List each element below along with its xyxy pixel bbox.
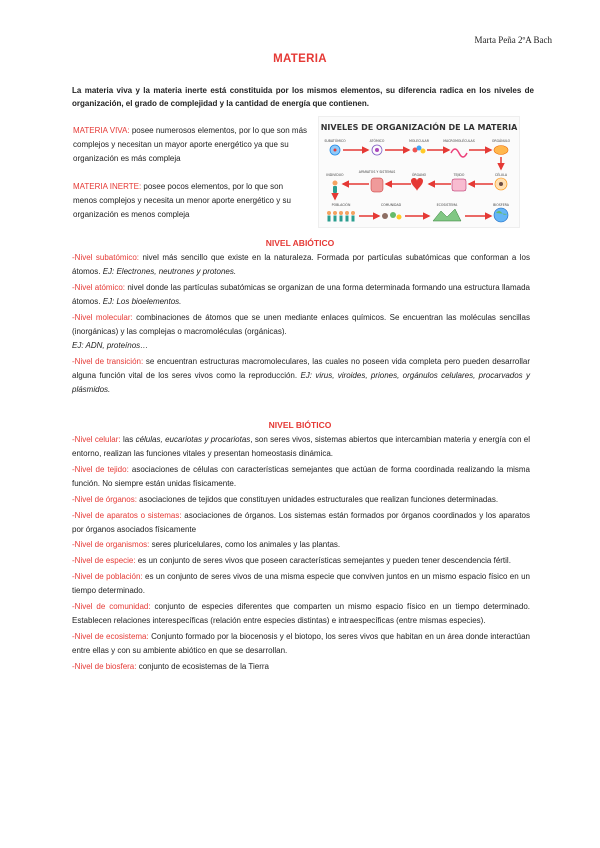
- biotic-item-population: [72, 570, 530, 598]
- text-subatomic: nivel más sencillo que existe en la naturaleza. Formada por partículas subatómicas que conforman a los átomos.: [72, 253, 531, 277]
- living-matter-term: MATERIA VIVA:: [73, 126, 130, 135]
- page-title: MATERIA: [273, 53, 327, 65]
- term-biosphere: -Nivel de biosfera:: [72, 661, 137, 671]
- example-subatomic: EJ: Electrones, neutrones y protones.: [102, 267, 237, 277]
- term-atomic: -Nivel atómico:: [72, 282, 126, 292]
- biotic-item-tissue: [72, 463, 530, 491]
- text-biosphere: conjunto de ecosistemas de la Tierra: [136, 661, 269, 671]
- diagram-label-individuo: INDIVIDUO: [326, 173, 344, 177]
- italic-cellular: células, eucariotas y procariotas: [135, 435, 251, 444]
- biotic-item-organisms: [72, 538, 530, 552]
- diagram-label-comunidad: COMUNIDAD: [380, 203, 402, 207]
- diagram-label-macromoleculas: MACROMOLÉCULAS: [443, 139, 475, 143]
- text-atomic: nivel donde las partículas subatómicas se organizan de una forma determinada formando una estructura llamada átomos.: [72, 282, 530, 307]
- abiotic-section: [72, 251, 530, 399]
- term-molecular: -Nivel molecular:: [72, 312, 133, 322]
- abiotic-item-atomic: [72, 281, 530, 309]
- term-subatomic: -Nivel subatómico:: [72, 253, 140, 262]
- biotic-title: NIVEL BIÓTICO: [268, 420, 332, 430]
- diagram-label-molecular: MOLECULAR: [409, 139, 429, 143]
- diagram-label-ecosistema: ECOSISTEMA: [436, 203, 458, 207]
- text-transition: se encuentran estructuras macromoleculares, las cuales no poseen vida completa pero pueden desarrollar alguna función vital de los seres vivos como la reproducción.: [72, 356, 531, 381]
- biotic-item-organs: [72, 493, 530, 507]
- term-community: -Nivel de comunidad:: [72, 601, 151, 611]
- text-tissue: asociaciones de células con características semejantes que actúan de forma coordinada realizando la misma función. No siempre están unidas físicamente.: [72, 464, 531, 489]
- diagram-label-organulo: ORGÁNULO: [491, 139, 511, 143]
- term-species: -Nivel de especie:: [72, 556, 136, 566]
- diagram-row2-icons: [333, 178, 508, 199]
- inert-matter-text: posee pocos elementos, por lo que son menos complejos y necesita un menor aporte energético y su organización es menos compleja: [73, 182, 291, 220]
- diagram-label-biosfera: BIOSFERA: [493, 203, 509, 207]
- text-cellular: , son seres vivos, sistemas abiertos que intercambian materia y energía con el entorno, realizan las funciones vitales y presentan homeostasis dinámica.: [72, 435, 530, 459]
- biotic-item-biosphere: [72, 660, 530, 674]
- text-organisms: seres pluricelulares, como los animales y las plantas.: [149, 540, 341, 550]
- text-organs: asociaciones de tejidos que constituyen unidades estructurales que realizan funciones determinadas.: [136, 494, 499, 504]
- abiotic-item-molecular: [72, 311, 530, 354]
- biotic-item-community: [72, 600, 530, 628]
- diagram-label-subatomico: SUBATÓMICO: [324, 139, 346, 143]
- pre-cellular: las: [120, 435, 136, 444]
- diagram-label-atomico: ATÓMICO: [369, 139, 385, 143]
- biotic-section: [72, 433, 530, 675]
- diagram-row1-icons: [330, 145, 508, 169]
- diagram-label-organo: ÓRGANO: [411, 173, 427, 177]
- term-organs: -Nivel de órganos:: [72, 494, 137, 504]
- biotic-item-species: [72, 554, 530, 568]
- diagram-title: NIVELES DE ORGANIZACIÓN DE LA MATERIA: [320, 123, 518, 132]
- living-matter-paragraph: [73, 124, 309, 167]
- text-species: es un conjunto de seres vivos que poseen características semejantes y pueden tener descendencia fértil.: [135, 556, 511, 566]
- text-ecosystem: Conjunto formado por la biocenosis y el biotopo, los seres vivos que habitan en un área donde interactúan entre ellas y con su ambiente abiótico en que se desarrollan.: [72, 631, 530, 655]
- living-matter-text: posee numerosos elementos, por lo que son más complejos y necesitan un mayor aporte energético ya que su organización es más compleja: [73, 126, 308, 164]
- biotic-item-systems: [72, 509, 530, 537]
- diagram-label-poblacion: POBLACIÓN: [331, 203, 351, 207]
- term-tissue: -Nivel de tejido:: [72, 464, 129, 474]
- organization-levels-diagram: [318, 116, 520, 228]
- text-systems: asociaciones de órganos. Los sistemas están formados por órganos coordinados y los aparatos por órganos asociados físicamente: [72, 510, 530, 534]
- example-transition: EJ: virus, viroides, priones, orgánulos celulares, procarvados y plásmidos.: [72, 371, 530, 395]
- biotic-item-ecosystem: [72, 630, 530, 658]
- term-ecosystem: -Nivel de ecosistema:: [72, 631, 149, 641]
- inert-matter-paragraph: [73, 180, 309, 223]
- term-systems: -Nivel de aparatos o sistemas:: [72, 510, 182, 520]
- term-cellular: -Nivel celular:: [72, 435, 121, 444]
- abiotic-item-subatomic: [72, 251, 530, 279]
- abiotic-title: NIVEL ABIÓTICO: [265, 238, 335, 248]
- intro-paragraph: La materia viva y la materia inerte está constituida por los mismos elementos, su diferencia radica en los niveles de organización, el grado de complejidad y la cantidad de energía que contienen.: [72, 86, 534, 108]
- text-community: conjunto de especies diferentes que comparten un mismo espacio físico en un tiempo determinado. Establecen relaciones interespecíficas (relación entre especies distintas) e intraespecíficas (entre mismas especies).: [72, 601, 530, 625]
- text-molecular: combinaciones de átomos que se unen mediante enlaces químicos. Se encuentran las moléculas sencillas (inorgánicas) y las complejas o macromoléculas (orgánicas).: [72, 312, 530, 337]
- biotic-item-cellular: [72, 433, 530, 461]
- diagram-row3-icons: [327, 208, 508, 222]
- example-molecular: EJ: ADN, proteínos…: [72, 341, 149, 351]
- term-population: -Nivel de población:: [72, 571, 143, 581]
- example-atomic: EJ: Los bioelementos.: [102, 297, 182, 307]
- inert-matter-term: MATERIA INERTE:: [73, 182, 142, 191]
- diagram-label-celula: CÉLULA: [494, 173, 508, 177]
- abiotic-item-transition: [72, 355, 530, 398]
- diagram-label-tejido: TEJIDO: [453, 173, 465, 177]
- text-population: es un conjunto de seres vivos de una misma especie que conviven juntos en un mismo espacio físico en un tiempo determinado.: [72, 571, 530, 596]
- term-organisms: -Nivel de organismos:: [72, 540, 150, 550]
- term-transition: -Nivel de transición:: [72, 356, 144, 366]
- author-header: Marta Peña 2ºA Bach: [474, 35, 552, 45]
- diagram-label-aparatos: APARATOS Y SISTEMAS: [358, 170, 396, 174]
